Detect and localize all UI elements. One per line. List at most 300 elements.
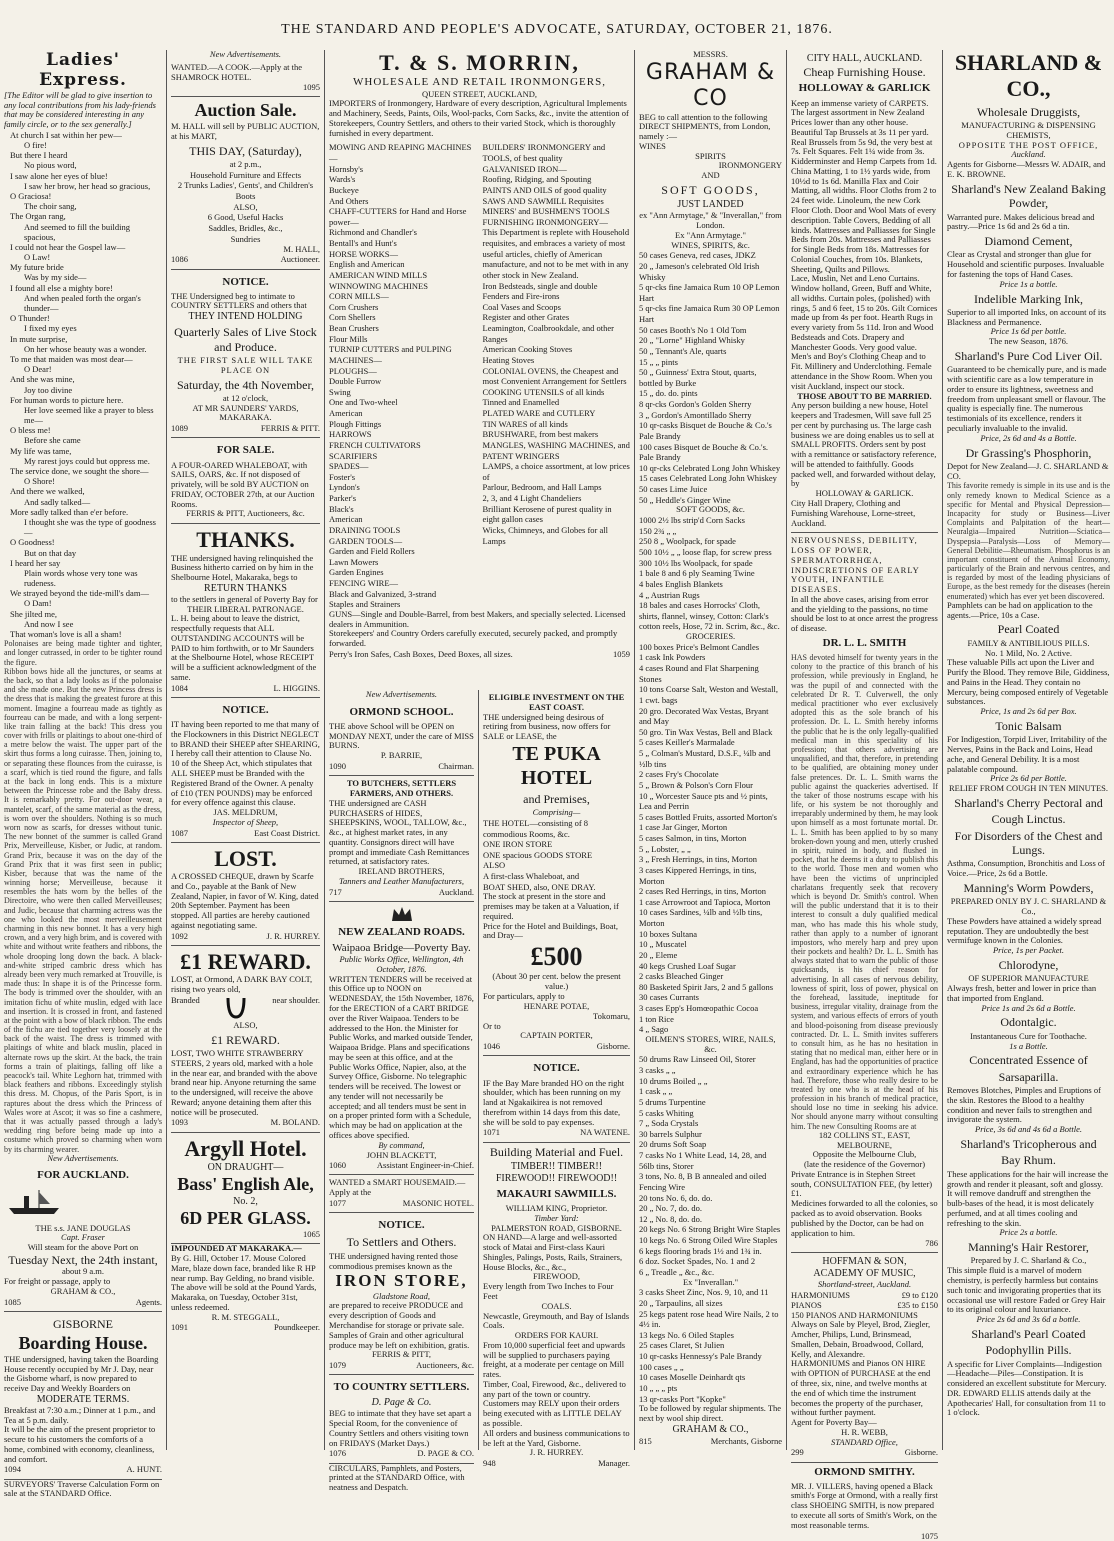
- grocery-item: 40 kegs Crushed Loaf Sugar: [639, 960, 736, 971]
- wine-item: 50 cases Geneva, red cases, JDKZ: [639, 250, 756, 261]
- oilmen-item: 10 kegs No. 6 Strong Oiled Wire Staples: [639, 1235, 778, 1246]
- kauri-text: From 10,000 superficial feet and upwards will be supplied to purchasers paying freight, at a moderate per centage on Mill rates.: [483, 1339, 626, 1380]
- toothache: Instantaneous Cure for Toothache.: [970, 1030, 1087, 1041]
- cod-liver-oil: Sharland's Pure Cod Liver Oil.: [954, 348, 1103, 363]
- morrin-item: FRENCH CULTIVATORS: [329, 439, 421, 450]
- steamship-icon: [4, 1188, 64, 1218]
- te-puka-place1: Tokomaru,: [593, 1011, 630, 1022]
- gisborne-text: THE undersigned, having taken the Boarding House recently occupied by Mr J. Day, near the Gisborne wharf, is now prepared to receive Day and Weekly Boarders on: [4, 1353, 159, 1394]
- notice-sheep-ad: [171, 698, 320, 843]
- wines-header: WINES, SPIRITS, &c.: [671, 239, 750, 250]
- diamond-cement: Diamond Cement,: [984, 234, 1073, 249]
- poem-line: O Dear!: [24, 364, 52, 375]
- gisborne-head1: GISBORNE: [52, 1316, 113, 1331]
- te-puka-comprising: Comprising—: [532, 807, 581, 818]
- poem-line: I could not hear the Gospel law—: [10, 241, 126, 252]
- poem-line: More sadly talked than e'er before.: [10, 506, 129, 517]
- grocery-item: 5 cases Salmon, in tins, Morton: [639, 833, 747, 844]
- graham-role: Merchants, Gisborne: [710, 1435, 782, 1446]
- wine-item: 15 „ do. do. pints: [639, 388, 698, 399]
- poem-line: On her whose beauty was a wonder.: [24, 343, 147, 354]
- married-text: Any person building a new house, Hotel keepers and Tradesmen, Will save full 25 per cent by purchasing us. The large cash business we are doing enables us to sell at SMALL PROFITS. Orders sent by post with a remittance or satisfactory reference, will be attended to faithfully. Goods packed well, and forwarded without delay, by: [791, 400, 937, 489]
- podophyllin: Podophyllin Pills.: [985, 1343, 1072, 1358]
- soft-goods-item: 250 8 „ Woolpack, for spade: [639, 536, 736, 547]
- grocery-item: 10 boxes Sultana: [639, 928, 698, 939]
- te-puka-item: ONE spacious GOODS STORE: [483, 849, 593, 860]
- hoffman-num: 299: [791, 1447, 804, 1458]
- gisborne-meals: Breakfast at 7:30 a.m.; Dinner at 1 p.m., and Tea at 5 p.m. daily.: [4, 1404, 156, 1425]
- smith-addr4: Private Entrance is in Stephen Street south, CONSULTATION FEE, (by letter) £1.: [791, 1168, 933, 1199]
- cherry-pectoral: Sharland's Cherry Pectoral and: [954, 795, 1103, 810]
- morrin-item: Bentall's and Hunt's: [329, 238, 397, 249]
- grocery-item: 1 cask Ink Powders: [639, 652, 706, 663]
- hoffman-title: HOFFMAN & SON,: [822, 1256, 907, 1268]
- lost-text: A CROSSED CHEQUE, drawn by Scarfe and Co., payable at the Bank of New Zealand, Napier, in favor of W. King, dated 20th September. Payment has been stopped. All parties are hereby cautioned against negotiating same.: [171, 871, 319, 930]
- poem-line: And sadly talked—: [24, 496, 91, 507]
- morrin-item: Corn Shellers: [329, 312, 376, 323]
- grocery-item: 100 boxes Price's Belmont Candles: [639, 641, 760, 652]
- wine-item: 5 qr-cks fine Jamaica Rum 10 OP Lemon Hart: [639, 282, 780, 303]
- new-season: The new Season, 1876.: [988, 336, 1069, 347]
- roads-role: Assistant Engineer-in-Chief.: [376, 1160, 474, 1171]
- ormond-smithy-ad: [791, 1466, 938, 1541]
- morrin-item: Swing: [329, 386, 351, 397]
- hoffman-prices: [791, 1290, 938, 1310]
- holloway-addr: City Hall Drapery, Clothing and Furnishing Warehouse, Lorne-street, Auckland.: [791, 497, 916, 528]
- hoffman-150: 150 PIANOS AND HARMONIUMS Always on Sale by Pleyel, Brod, Ziegler, Amcher, Philips, Lund, Brinsmead, Smallen, Debain, Broadwood, Collard, Kelly, and Alexandre.: [791, 1309, 931, 1359]
- makauri-sawmills-ad: [483, 1145, 630, 1469]
- argyll-draught: ON DRAUGHT—: [207, 1161, 284, 1173]
- impounded-role: Poundkeeper.: [273, 1322, 320, 1333]
- iron-store-street: Gladstone Road,: [372, 1290, 431, 1301]
- notice-quarterly-ad: [171, 270, 320, 439]
- morrin-item: PLOUGHS—: [329, 365, 377, 376]
- phosphorin: Dr Grassing's Phosphorin,: [965, 445, 1092, 460]
- oilmen-header: OILMEN'S STORES, WIRE, NAILS, &c.: [645, 1033, 776, 1054]
- indelible-price: Price 1s 6d per bottle.: [990, 326, 1067, 337]
- morrin-num: 1059: [613, 648, 630, 659]
- reward-num: 1093: [171, 1117, 188, 1128]
- wanted-cook-ad: [171, 60, 320, 98]
- poem-line: Plain words whose very tone was rudeness.: [24, 567, 138, 589]
- chloro-price: Price 1s and 2s 6d a Bottle.: [981, 1002, 1076, 1013]
- poem-line: But there I heard: [10, 150, 68, 161]
- morrin-item: GALVANISED IRON—: [482, 163, 567, 174]
- te-puka-amount: £500: [530, 942, 583, 972]
- impounded-title: IMPOUNDED AT MAKARAKA.—: [171, 1243, 302, 1254]
- grocery-item: 1 case Jar Ginger, Morton: [639, 822, 728, 833]
- column-5: [786, 50, 942, 1541]
- auction-item: Saddles, Bridles, &c.,: [208, 222, 283, 233]
- te-puka-num: 1046: [483, 1041, 500, 1052]
- grocery-item: 5 „ Brown & Polson's Corn Flour: [639, 779, 753, 790]
- holloway-items2: Lace, Muslin, Net and Leno Curtains. Window holland, Green, Buff and White, all widths. Curtain poles, (polished) with rings, 5 and 6 feet, 15 to 20s. Gilt Cornices made up from 4s per foot. Hearth Rugs in every variety from 5s 11d. Iron and Wood Bedsteads and Cots. Drapery and Manchester Goods. Very good value. Men's and Boy's Clothing Cheap and to Fit. Millinery and Underclothing. Female attendance in the Show Room. When you visit Auckland, inspect our stock.: [791, 273, 938, 391]
- notice-quarterly: Quarterly Sales of Live Stock and Produce.: [174, 325, 317, 354]
- hair-text: This simple fluid is a marvel of modern chemistry, is perfectly harmless but contains such tonic and invigorating properties that its occasional use will restore Faded or Grey Hair to its original colour and luxuriance.: [947, 1265, 1106, 1315]
- poem-line: In mute surprise,: [10, 333, 68, 344]
- auction-item: 2 Trunks Ladies', Gents', and Children's Boots: [177, 180, 314, 202]
- te-puka-below: (About 30 per cent. below the present value.): [492, 971, 621, 992]
- holloway-garlick-ad: [791, 50, 938, 533]
- morrin-item: 2, 3, and 4 Light Chandeliers: [482, 493, 582, 504]
- sarsa-text: Removes Blotches, Pimples and Eruptions of the skin. Restores the Blood to a healthy condition and never fails to strengthen and invigorate the system.: [947, 1085, 1101, 1125]
- butchers-title: TO BUTCHERS, SETTLERS FARMERS, AND OTHERS.: [346, 778, 457, 798]
- wine-item: 15 cases Celebrated Long John Whiskey: [639, 473, 777, 484]
- reward-also: ALSO,: [233, 1019, 258, 1030]
- reward2-title: £1 REWARD.: [211, 1032, 280, 1047]
- morrin-item: CORN MILLS—: [329, 291, 389, 302]
- oilmen-list: [639, 1054, 782, 1277]
- grocery-item: 4 „ Sago: [639, 1024, 669, 1035]
- poem-line: She jilted me,: [10, 608, 57, 619]
- auckland-ship: THE s.s. JANE DOUGLAS: [35, 1222, 131, 1233]
- oilmen-item: 20 tons No. 6, do. do.: [639, 1192, 713, 1203]
- roads-sub: Waipaoa Bridge—Poverty Bay.: [332, 942, 471, 954]
- instrument-name: HARMONIUMS: [791, 1290, 851, 1301]
- new-ads-label: New Advertisements.: [209, 49, 282, 59]
- sarsaparilla: Sarsaparilla.: [998, 1069, 1059, 1084]
- ladies-express-heading: Ladies' Express.: [39, 50, 127, 91]
- morrin-item: Iron Bedsteads, single and double: [482, 280, 598, 291]
- wine-item: 50 cases Lime Juice: [639, 484, 708, 495]
- column-ladies-express: [0, 50, 166, 1499]
- column-3b: [478, 690, 634, 1469]
- soft-goods-item: 1 bale 8 and 6 ply Seaming Twine: [639, 568, 755, 579]
- reward-ad: [171, 946, 320, 1133]
- oilmen-item: 20 drums Soft Soap: [639, 1139, 707, 1150]
- hoffman-sub: ACADEMY OF MUSIC,: [813, 1268, 916, 1280]
- poem-line: And there we walked,: [10, 486, 85, 497]
- concentrated: Concentrated Essence of: [969, 1053, 1088, 1068]
- holloway-text: Keep an immense variety of CARPETS. The largest assortment in New Zealand Prices lower than any other house.: [791, 97, 929, 128]
- morrin-item: Lyndon's: [329, 482, 360, 493]
- morrin-item: FURNISHING IRONMONGERY—: [482, 216, 608, 227]
- oilmen-item: 7 „ Soda Crystals: [639, 1118, 699, 1129]
- morrin-ad: [324, 50, 634, 690]
- roads-title: NEW ZEALAND ROADS.: [338, 925, 465, 938]
- poem-line: O Shore!: [24, 476, 55, 487]
- poem: [4, 130, 162, 639]
- thanks-ad: [171, 524, 320, 698]
- hoffman-sig: H. R. WEBB,: [841, 1426, 888, 1437]
- wine-item: 50 „ Guinness' Extra Stout, quarts, bottled by Burke: [639, 367, 757, 388]
- te-puka-item: A first-class Whaleboat, and: [483, 871, 580, 882]
- poem-line: And seemed to fill the building spacious,: [24, 221, 130, 242]
- bay-mare-text: IF the Bay Mare branded HO on the right shoulder, which has been running on my land at Ngakaikirea is not removed therefrom within 14 days from this date, she will be sold to pay expenses.: [483, 1077, 625, 1127]
- poem-line: And when pealed forth the organ's thunder—: [24, 292, 141, 314]
- soft-goods-item: 500 10½ „ „ loose flap, for screw press: [639, 547, 772, 557]
- morrin-item: BUILDERS' IRONMONGERY and TOOLS, of best quality: [482, 142, 606, 164]
- kauri-num: 948: [483, 1458, 496, 1469]
- soft-goods-item: 1000 2½ lbs strip'd Corn Sacks: [639, 515, 745, 526]
- reward2-text: LOST, TWO WHITE STRAWBERRY STEERS, 2 years old, marked with a hole in the near ear, and branded with the above brand near hip. Anyone returning the same to the undersigned, will receive the above Reward; anyone detaining them after this notice will be prosecuted.: [171, 1048, 318, 1117]
- kauri-title: ORDERS FOR KAURI.: [514, 1330, 599, 1341]
- auction-items: [171, 170, 320, 244]
- inverallan-item: 25 kegs patent rose head Wire Nails, 2 to 4½ in.: [639, 1308, 779, 1330]
- roads-text: WRITTEN TENDERS will be received at this Office up to NOON on WEDNESDAY, the 15th November, 1876, for the ERECTION of a CART BRIDGE over the River Waipaoa. Tenders to be addressed to the Hon. the Minister for Public Works, and marked outside Tender, Waipaoa Bridge. Plans and specifications may be seen at this office, and at the Public Works Office, Napier, also, at the Survey Office, Gisborne. No telegraphic tenders will be received. The lowest or any tender will not necessarily be accepted; and all tenders must be sent in on a proper printed form with a Schedule, which may be had on application at the offices above specified.: [329, 973, 474, 1140]
- morrin-item: Foster's: [329, 471, 356, 482]
- auckland-agents: Agents.: [135, 1296, 162, 1307]
- family-text: These valuable Pills act upon the Liver and Purify the Blood. They remove Bile, Giddiness, and Pains in the Head. They contain no Mercury, being composed entirely of Vegetable substances.: [947, 657, 1110, 707]
- tricopherous: Sharland's Tricopherous and: [960, 1136, 1097, 1151]
- te-puka-or: Or to: [483, 1020, 501, 1031]
- grocery-item: 3 cases Kippered Herrings, in tins, Morton: [639, 864, 757, 886]
- timber-yard: Timber Yard:: [534, 1212, 579, 1223]
- poem-line: My life was tame,: [10, 445, 72, 456]
- phos-depot: Depot for New Zealand—J. C. SHARLAND & CO.: [947, 460, 1109, 481]
- morrin-item: Parlour, Bedroom, and Hall Lamps: [482, 482, 602, 493]
- morrin-item: MOWING AND REAPING MACHINES—: [329, 142, 472, 164]
- inverallan-item: 13 kegs No. 6 Oiled Staples: [639, 1329, 734, 1340]
- hair-prepared: Prepared by J. C. Sharland & Co.,: [970, 1255, 1087, 1266]
- morrin-item: WINNOWING MACHINES: [329, 280, 428, 291]
- iron-store-ad: [329, 1213, 474, 1375]
- cod-text: Guaranteed to be chemically pure, and is made with scientific care as a low temperature in order to ensure its lightness, sweetness and freedom from unpleasant smell or flavour. The quality is especially fine. The numerous testimonials of its excellence, renders it peculiarly invaluable to the invalid.: [947, 364, 1107, 433]
- poem-line: I saw alone her eyes of blue!: [10, 170, 108, 181]
- te-puka-price: Price for the Hotel and Buildings, Boat, and Dray—: [483, 920, 619, 941]
- morrin-safes: Perry's Iron Safes, Cash Boxes, Deed Boxes, all sizes.: [329, 648, 513, 659]
- te-puka-premises: and Premises,: [523, 791, 590, 806]
- new-ads-label: New Advertisements.: [365, 689, 438, 699]
- settlers-text: THE undersigned having rented those commodious premises known as the: [329, 1250, 458, 1271]
- morrin-item: LAMPS, a choice assortment, at low prices of: [482, 461, 630, 482]
- poem-line: The choir sang,: [24, 201, 77, 212]
- crown-icon: [390, 905, 414, 923]
- butchers-num: 717: [329, 886, 342, 897]
- surveyors-ad: SURVEYORS' Traverse Calculation Form on sale at the STANDARD Office.: [4, 1478, 160, 1499]
- morrin-item: Garden Engines: [329, 567, 384, 578]
- chest-disorders: For Disorders of the Chest and Lungs.: [954, 828, 1103, 858]
- inverallan-list: [639, 1287, 782, 1404]
- oilmen-item: 6 „ Treadle „ &c., &c.: [639, 1266, 715, 1277]
- wine-item: 100 cases Bisquet de Bouche & Co.'s. Pale Brandy: [639, 441, 769, 463]
- poem-line: My rarest joys could but oppress me.: [24, 455, 150, 466]
- morrin-item: CHAFF-CUTTERS for Hand and Horse power—: [329, 206, 467, 227]
- thanks-patronage: THEIR LIBERAL PATRONAGE.: [187, 603, 304, 614]
- notice2-sig: JAS. MELDRUM,: [213, 807, 278, 818]
- inverallan-item: 25 cases Claret, St Julien: [639, 1340, 725, 1351]
- sharland-auckland: Auckland.: [1011, 149, 1046, 160]
- morrin-item: This Department is replete with Household requisites, and embraces a variety of most useful articles, chiefly of American manufacture, and not to be met with in any other stock in New Zealand.: [482, 227, 630, 280]
- morrin-item: Buckeye: [329, 184, 359, 195]
- worm-prepared: PREPARED ONLY BY J. C. SHARLAND & Co.,: [950, 896, 1107, 917]
- family-price: Price, 1s and 2s 6d per Box.: [980, 706, 1077, 717]
- housemaid-place: MASONIC HOTEL.: [402, 1197, 474, 1208]
- ormond-smithy-title: ORMOND SMITHY.: [814, 1465, 915, 1478]
- morrin-item: COLONIAL OVENS, the Cheapest and most Convenient Arrangement for Settlers: [482, 365, 627, 387]
- auckland-date: Tuesday Next, the 24th instant,: [8, 1252, 158, 1267]
- inverallan-item: 3 casks Sheet Zinc, Nos. 9, 10, and 11: [639, 1287, 769, 1298]
- dr-smith-ad: [791, 533, 938, 1253]
- sharland-agents: Agents for Gisborne—Messrs W. ADAIR, and E. K. BROWNE.: [947, 159, 1106, 179]
- notice2-place: East Coast District.: [254, 827, 320, 838]
- iron-store-sig: FERRIS & PITT,: [371, 1349, 432, 1360]
- thanks-more: L. H. being about to leave the district, respectfully requests that ALL OUTSTANDING ACCOUNTS will be PAID to him forthwith, or to Mr Saunders at the Shelbourne Hotel, whose RECEIPT will be a sufficient acknowledgment of the same.: [171, 613, 317, 683]
- ormond-school-title: ORMOND SCHOOL.: [349, 705, 454, 718]
- poem-line: O Goodness!: [10, 537, 55, 548]
- wine-item: 3 „ Gordon's Amontillado Sherry: [639, 409, 752, 420]
- te-puka-title: TE PUKA HOTEL: [512, 742, 601, 789]
- diamond-price: Price 1s a bottle.: [999, 278, 1058, 289]
- gisborne-boarding-ad: [4, 1312, 162, 1480]
- smith-num: 786: [925, 1238, 938, 1249]
- every-length: Every length from Two Inches to Four Feet: [483, 1281, 614, 1302]
- morrin-item: TIN WARES of all kinds: [482, 418, 568, 429]
- reward-text: LOST, at Ormond, A DARK BAY COLT, rising two years old,: [171, 974, 313, 995]
- wine-item: 50 cases Booth's No 1 Old Tom: [639, 324, 747, 335]
- forsale-text: A FOUR-OARED WHALEBOAT, with SAILS, OARS, &c. If not disposed of privately, will be sold BY AUCTION on FRIDAY, OCTOBER 27th, at our Auction Rooms.: [171, 459, 315, 509]
- wine-item: 20 „ Jameson's celebrated Old Irish Whisky: [639, 260, 760, 282]
- followed: To be followed by regular shipments. The next by wool ship direct.: [639, 1403, 782, 1423]
- lost-num: 1092: [171, 930, 188, 941]
- grocery-item: 2 casks Bleached Ginger: [639, 971, 724, 982]
- morrin-item: Wicks, Chimneys, and Globes for all Lamps: [482, 524, 608, 546]
- notice2-text: IT having been reported to me that many of the Flockowners in this District NEGLECT to BRAND their SHEEP after SHEARING, I hereby call their attention to Clause No. 10 of the Sheep Act, which stipulates that ALL SHEEP must be Branded with the Registered Brand of the Owner. A penalty of £10 (TEN POUNDS) may be enforced for every offence against this clause.: [171, 719, 320, 808]
- morrin-item: AMERICAN WIND MILLS: [329, 269, 428, 280]
- soft-goods-item: 300 10½ lbs Woolpack, for spade: [639, 557, 753, 568]
- auction-sale-ad: [171, 97, 320, 269]
- auction-item: 6 Good, Useful Hacks: [207, 212, 284, 223]
- oilmen-item: 10 drums Boiled „ „: [639, 1075, 708, 1086]
- impounded-text: By G. Hill, October 17. Mouse Colored Mare, blaze down face, branded like R HP near rump. Bay Gelding, no brand visible. The above will be sold at the Pound Yards, Makaraka, on Tuesday, October 31st, unless redeemed.: [171, 1253, 317, 1312]
- notice-num: 1089: [171, 423, 188, 434]
- sharland-wholesale: Wholesale Druggists,: [976, 104, 1081, 119]
- iron-store-title: IRON STORE,: [335, 1271, 468, 1291]
- nervous-text: In all the above cases, arising from error and the yielding to the passions, no time should be lost to at once arrest the progress of disease.: [791, 593, 938, 634]
- country-num: 1076: [329, 1448, 346, 1459]
- soft-goods-title: SOFT GOODS,: [661, 182, 760, 197]
- oilmen-item: 50 drums Raw Linseed Oil, Storer: [639, 1054, 756, 1065]
- oilmen-item: 30 barrels Sulphur: [639, 1128, 702, 1139]
- morrin-item: GARDEN TOOLS—: [329, 535, 403, 546]
- grocery-item: 4 cases Round and Flat Sharpening Stones: [639, 663, 759, 684]
- hoffman-role: STANDARD Office,: [831, 1436, 898, 1447]
- grocery-item: 20 gro. Decorated Wax Vestas, Bryant and May: [639, 705, 769, 727]
- impounded-ad: [171, 1244, 320, 1332]
- thanks-title: THANKS.: [196, 527, 295, 553]
- wanted-cook: WANTED.—A COOK.—Apply at the SHAMROCK HOTEL.: [171, 61, 303, 82]
- new-ads-label: New Advertisements.: [47, 1152, 119, 1163]
- ormond-school-sig: P. BARRIE,: [380, 750, 423, 761]
- poem-line: I thought she was the type of goodness—: [24, 516, 156, 538]
- te-puka-apply: For particulars, apply to: [483, 990, 565, 1001]
- poem-line: O Graciosa!: [10, 190, 52, 201]
- morrin-item: Fenders and Fire-irons: [482, 291, 560, 302]
- ex-ann: Ex "Ann Armytage.": [675, 229, 746, 240]
- housemaid-ad: [329, 1175, 474, 1213]
- gisborne-num: 1094: [4, 1464, 21, 1475]
- poem-line: O Dam!: [24, 598, 52, 609]
- poem-line: O fire!: [24, 140, 47, 151]
- reward-branded: Branded: [171, 994, 200, 1005]
- tonic-price: Price 2s 6d per Bottle.: [990, 773, 1067, 784]
- inverallan-item: 100 cases „ „: [639, 1361, 684, 1372]
- messrs: MESSRS.: [693, 49, 728, 59]
- wine-item: 20 „ "Lorne" Highland Whisky: [639, 335, 745, 346]
- auction-text: M. HALL will sell by PUBLIC AUCTION, at his MART,: [171, 121, 320, 141]
- odontalgic: Odontalgic.: [1000, 1015, 1057, 1030]
- morrin-intro: IMPORTERS of Ironmongery, Hardware of every description, Agricultural Implements and Machinery, Seeds, Paints, Oils, Wool-packs, Corn Sacks, &c., invite the attention of Storekeepers, Country Settlers, and others to their varied Stock, which is thoroughly furnished in every department.: [329, 98, 629, 138]
- chest-text: Asthma, Consumption, Bronchitis and Loss of Voice.—Price, 2s 6d a Bottle.: [947, 858, 1105, 879]
- auckland-head: FOR AUCKLAND.: [37, 1169, 129, 1182]
- grocery-item: 3 „ Fresh Herrings, in tins, Morton: [639, 854, 758, 865]
- makauri-title: MAKAURI SAWMILLS.: [496, 1187, 617, 1200]
- morrin-item: Black and Galvanized, 3-strand: [329, 588, 437, 599]
- firewood: FIREWOOD!! FIREWOOD!!: [495, 1172, 618, 1184]
- morrin-item: American: [329, 514, 363, 525]
- grocery-item: 10 „ Muscatel: [639, 939, 687, 950]
- bay-mare-num: 1071: [483, 1127, 500, 1138]
- kauri-text2: Timber, Coal, Firewood, &c., delivered to any part of the town or country.: [483, 1378, 626, 1399]
- grocery-item: 10 „ Worcester Sauce pts and ½ pints, Lea and Perrin: [639, 790, 768, 812]
- family-no: No. 1 Mild, No. 2 Active.: [984, 647, 1073, 658]
- wine-item: 50 „ Heddle's Ginger Wine: [639, 494, 731, 505]
- morrin-item: FENCING WIRE—: [329, 578, 399, 589]
- morrin-item: DRAINING TOOLS: [329, 524, 401, 535]
- pearl-coated: Pearl Coated: [997, 622, 1060, 637]
- palmerston-road: PALMERSTON ROAD, GISBORNE.: [491, 1222, 622, 1233]
- poem-line: No pious word,: [24, 160, 77, 171]
- kauri-text3: Customers may RELY upon their orders being executed with as LITTLE DELAY as possible.: [483, 1398, 622, 1428]
- poem-line: Was by my side—: [24, 272, 87, 283]
- diamond-text: Clear as Crystal and stronger than glue for Household and scientific purposes. Invaluable for fastening the tops of Hand Cases.: [947, 249, 1104, 279]
- tonic-balsam: Tonic Balsam: [995, 718, 1062, 733]
- william-king: WILLIAM KING, Proprietor.: [505, 1203, 608, 1214]
- butchers-place: Auckland.: [438, 886, 474, 897]
- morrin-item: HORSE WORKS—: [329, 248, 399, 259]
- bay-price: Price 2s a bottle.: [999, 1227, 1058, 1238]
- morrin-item: Staples and Strainers: [329, 599, 401, 610]
- instrument-price: £35 to £150: [897, 1300, 938, 1311]
- notice-title: NOTICE.: [222, 275, 269, 288]
- hoffman-ad: [791, 1253, 938, 1462]
- editor-note: [The Editor will be glad to give insertion to any local contributions from his lady-friends that may be considered interesting in any family circle, or to the sex generally.]: [4, 89, 156, 130]
- morrin-item: Plough Fittings: [329, 418, 382, 429]
- ormond-smithy-num: 1075: [921, 1530, 938, 1541]
- chlorodyne: Chlorodyne,: [998, 957, 1059, 972]
- smith-addr: 182 COLLINS ST., EAST, MELBOURNE,: [818, 1129, 911, 1150]
- smith-addr2: Opposite the Melbourne Club,: [812, 1149, 917, 1160]
- roads-num: 1060: [329, 1160, 346, 1171]
- housemaid-text: WANTED a SMART HOUSEMAID.—Apply at the: [329, 1177, 466, 1198]
- grocery-item: 2 cases Fry's Chocolate: [639, 769, 719, 780]
- circulars-ad: CIRCULARS, Pamphlets, and Posters, printed at the STANDARD Office, with neatness and Despatch.: [329, 1462, 465, 1493]
- morrin-subtitle: WHOLESALE AND RETAIL IRONMONGERS,: [353, 76, 606, 89]
- gisborne-head2: Boarding House.: [18, 1333, 148, 1354]
- gisborne-aim: It will be the aim of the present proprietor to secure to his customers the comforts of a home, combined with economy, cleanliness, and comfort.: [4, 1424, 156, 1464]
- oilmen-item: 12 „ No. 8, do. do.: [639, 1213, 703, 1224]
- morrin-item: American: [329, 408, 363, 419]
- grocery-item: 50 gro. Tin Wax Vestas, Bell and Black: [639, 726, 773, 737]
- lost-cheque-ad: [171, 843, 320, 946]
- notice-time: at 12 o'clock,: [222, 392, 269, 403]
- indelible-text: Superior to all imported Inks, on account of its Blackness and Permanence.: [947, 306, 1106, 327]
- oilmen-item: 6 kegs flooring brads 1½ and 1¾ in.: [639, 1245, 762, 1256]
- gisborne-name: A. HUNT.: [126, 1464, 162, 1475]
- inverallan-item: 10 cases Moselle Deinhardt qts: [639, 1372, 746, 1383]
- oilmen-item: 7 casks No 1 White Lead, 14, 28, and 56lb tins, Storer: [639, 1150, 767, 1171]
- te-puka-item: THE HOTEL—consisting of 8 commodious Rooms, &c.: [483, 817, 589, 839]
- grocery-item: 5 „ Lobster, „ „: [639, 843, 691, 854]
- notice-date: Saturday, the 4th November,: [176, 377, 315, 392]
- gisborne-terms: MODERATE TERMS.: [36, 1393, 130, 1405]
- soft-goods-item: 4 bales English Blankets: [639, 578, 723, 589]
- argyll-hotel-ad: [171, 1133, 320, 1245]
- sharland-mfg: MANUFACTURING & DISPENSING CHEMISTS,: [961, 120, 1096, 140]
- auction-sig: M. HALL,: [283, 244, 320, 255]
- relief: RELIEF FROM COUGH IN TEN MINUTES.: [949, 783, 1108, 794]
- thanks-sig: L. HIGGINS.: [273, 682, 320, 693]
